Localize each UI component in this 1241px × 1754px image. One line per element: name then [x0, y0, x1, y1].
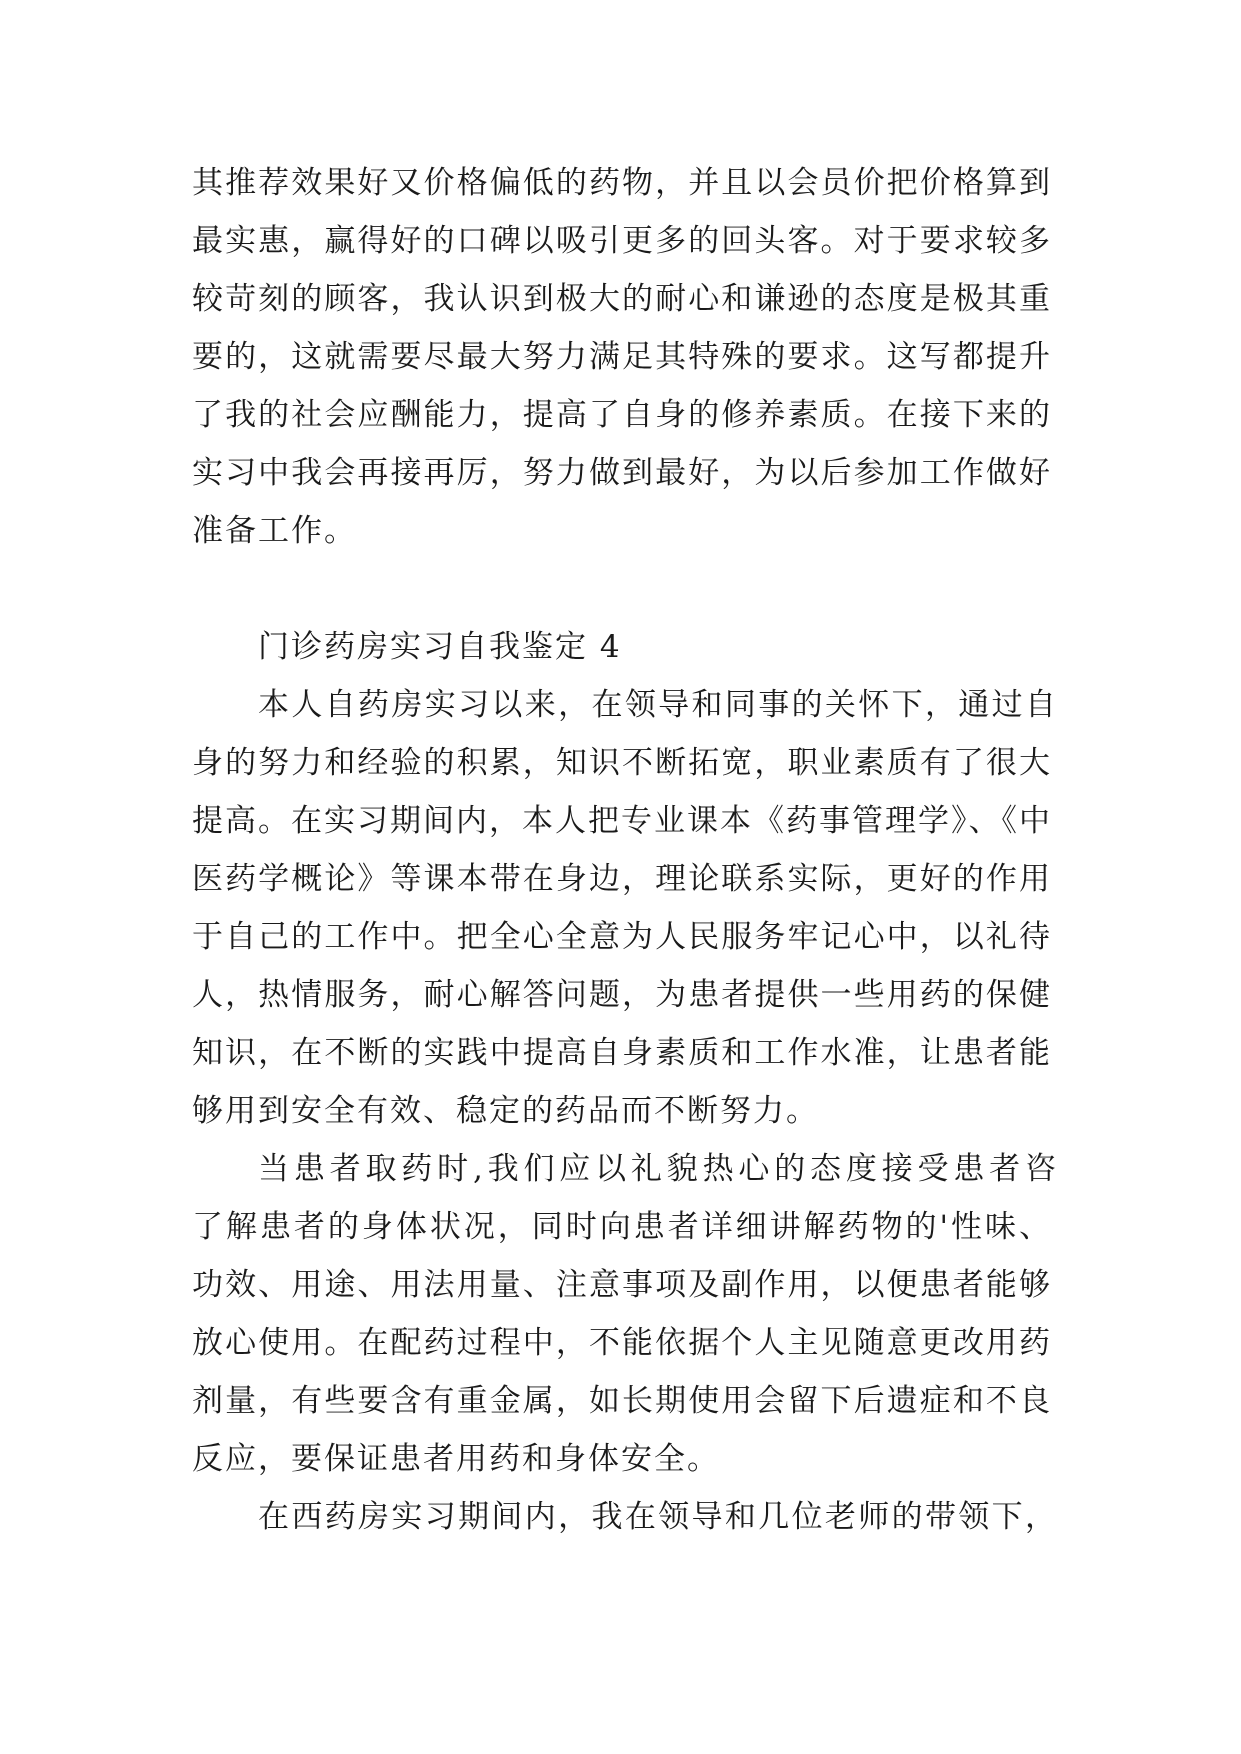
text-line: 医药学概论》等课本带在身边，理论联系实际，更好的作用 [192, 861, 1052, 897]
text-line: 够用到安全有效、稳定的药品而不断努力。 [192, 1093, 819, 1129]
text-line: 了解患者的身体状况，同时向患者详细讲解药物的'性味、 [192, 1209, 1052, 1245]
text-line: 剂量，有些要含有重金属，如长期使用会留下后遗症和不良 [192, 1383, 1052, 1419]
section-title: 门诊药房实习自我鉴定 4 [258, 629, 622, 665]
text-line: 反应，要保证患者用药和身体安全。 [192, 1441, 720, 1477]
text-line: 功效、用途、用法用量、注意事项及副作用，以便患者能够 [192, 1267, 1052, 1303]
text-line: 知识，在不断的实践中提高自身素质和工作水准，让患者能 [192, 1035, 1052, 1071]
text-line: 其推荐效果好又价格偏低的药物，并且以会员价把价格算到 [192, 165, 1052, 201]
text-line: 准备工作。 [192, 513, 357, 549]
text-line: 放心使用。在配药过程中，不能依据个人主见随意更改用药 [192, 1325, 1052, 1361]
text-line: 最实惠，赢得好的口碑以吸引更多的回头客。对于要求较多 [192, 223, 1052, 259]
text-line: 了我的社会应酬能力，提高了自身的修养素质。在接下来的 [192, 397, 1052, 433]
text-line: 提高。在实习期间内，本人把专业课本《药事管理学》、《中 [192, 803, 1052, 839]
text-line: 于自己的工作中。把全心全意为人民服务牢记心中，以礼待 [192, 919, 1052, 955]
text-line: 本人自药房实习以来，在领导和同事的关怀下，通过自 [258, 687, 1058, 723]
text-line: 在西药房实习期间内，我在领导和几位老师的带领下， [258, 1499, 1058, 1535]
text-line: 当患者取药时,我们应以礼貌热心的态度接受患者咨 [258, 1151, 1058, 1187]
text-line: 人，热情服务，耐心解答问题，为患者提供一些用药的保健 [192, 977, 1052, 1013]
text-line: 要的，这就需要尽最大努力满足其特殊的要求。这写都提升 [192, 339, 1052, 375]
text-line: 身的努力和经验的积累，知识不断拓宽，职业素质有了很大 [192, 745, 1052, 781]
text-line: 实习中我会再接再厉，努力做到最好，为以后参加工作做好 [192, 455, 1052, 491]
text-line: 较苛刻的顾客，我认识到极大的耐心和谦逊的态度是极其重 [192, 281, 1052, 317]
